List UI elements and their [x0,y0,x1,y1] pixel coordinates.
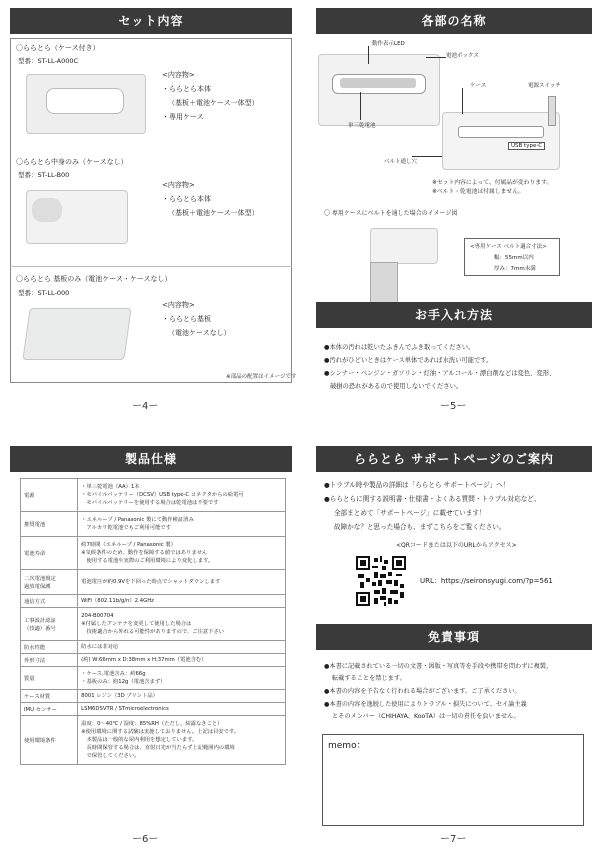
p6-spec-table [20,478,286,765]
p4-item1-content-line: （基板＋電池ケース一体型） [168,99,259,107]
p7-support-url[interactable]: URL：https://seironsyugi.com/?p=561 [420,577,553,585]
spec-key [21,512,78,537]
p7-header: ららとら サポートページのご案内 [316,446,592,472]
spec-value-line: ※付属したアンテナを変更して使用した場合は [81,621,192,627]
p4-item1-content-line: ・専用ケース [162,113,204,121]
spec-row [21,595,286,608]
p5-label-belt-hole: ベルト通し穴 [384,159,418,165]
p7-page-number: ー7ー [440,834,467,845]
p5-note: ※ベルト・乾電池は付属しません。 [432,189,525,195]
p5-power-switch [548,96,556,126]
spec-value-line: 技術適合から外れる可能性がありますので、ご注意下さい [81,629,225,635]
p5-care-line: 破損の恐れがあるので使用しないでください。 [330,383,463,390]
p5-belt-photo [370,228,438,264]
spec-value-line: ・ケース,電池含み：約66g [81,671,146,677]
spec-key [21,537,78,570]
spec-value [78,667,286,690]
spec-value-line: ※気候条件のため、動作を保障する値ではありません [81,550,208,556]
spec-key-line: 防水性能 [24,645,46,651]
p7-disclaimer-line: 転載することを禁じます。 [332,675,406,682]
p5-care-header: お手入れ方法 [316,302,592,328]
spec-key [21,641,78,654]
p5-case-slot [458,126,544,138]
p5-header: 各部の名称 [316,8,592,34]
p5-belt-width: 幅：55mm以内 [494,255,534,261]
spec-row [21,716,286,765]
spec-value [78,479,286,512]
spec-key [21,716,78,765]
p6-page-number: ー6ー [132,834,159,845]
p5-case-photo [442,112,560,170]
spec-key-line: 使用環境条件 [24,738,56,744]
spec-key-line: 推奨電池 [24,522,46,528]
spec-key-line: 二次電池規定 [24,576,56,582]
p4-item2-title: 〇ららとら中身のみ（ケースなし） [16,158,128,166]
spec-row [21,667,286,690]
spec-value-line: 204-B00704 [81,613,114,619]
p4-item2-content-line: （基板＋電池ケース一体型） [168,209,259,217]
spec-value-line: 約7時間（エネループ / Panasonic 製） [81,542,176,548]
p5-page-number: ー5ー [440,401,467,412]
p5-battery [340,78,416,88]
spec-key-line: 外形寸法 [24,658,46,664]
spec-value-line: モバイルバッテリーを使用する場合は乾電池は不要です [81,500,219,506]
spec-value-line: LSM6DSVTR / STmicroelectronics [81,706,169,712]
spec-value-line: ・エネループ / Panasonic 製にて動作検証済み [81,517,194,523]
spec-row [21,690,286,703]
spec-key-line: 電池寿命 [24,551,46,557]
p4-item1-content-line: ・ららとら本体 [162,85,211,93]
spec-value-line: 長時間保管する場合は、直射日光が当たらず上記範囲内の環境 [81,745,235,751]
p4-item3-content-line: ・ららとら基板 [162,315,211,323]
p7-disclaimer-line: とそのメンバー（CHIHAYA、KooTA）は一切の責任を負いません。 [332,713,520,720]
p6-header: 製品仕様 [10,446,292,472]
spec-value [78,690,286,703]
qr-code-icon[interactable] [356,556,406,606]
p5-leader-battery-box [426,57,446,58]
spec-key [21,690,78,703]
p5-label-battery-box: 電池ボックス [446,53,479,59]
spec-key-line: ケース材質 [24,694,51,700]
p5-belt-size-title: <専用ケース ベルト適合寸法> [470,244,547,250]
p4-item1-model: 型番：ST-LL-A000C [18,57,79,65]
spec-value-line: アルカリ乾電池でもご利用可能です [81,525,172,531]
spec-key-line: 電源 [24,493,35,499]
p7-qr-caption: <QRコードまたは以下のURLからアクセス> [396,542,517,549]
spec-key [21,570,78,595]
spec-value-line: WiFi（802.11b/g/n）2.4GHz [81,598,154,604]
spec-key-line: 過放電保護 [24,584,51,590]
p4-item2-contents-title: <内容物> [162,181,195,189]
spec-key [21,703,78,716]
p7-disclaimer-header: 免責事項 [316,624,592,650]
p4-header: セット内容 [10,8,292,34]
p4-item1-photo-window [46,88,124,114]
spec-row [21,641,286,654]
p7-support-line: ●ららとらに関する説明書・仕様書・よくある質問・トラブル対応など、 [324,495,541,503]
spec-value-line: 本製品は一般的な屋内利用を想定しています。 [81,737,198,743]
p5-leader-case [462,88,463,114]
p5-label-power-switch: 電源スイッチ [528,83,561,89]
p5-label-led: 動作表示LED [372,41,405,47]
p4-item2-content-line: ・ららとら本体 [162,195,211,203]
spec-row [21,654,286,667]
spec-row [21,703,286,716]
spec-row [21,512,286,537]
spec-key [21,654,78,667]
spec-value-line: で保管してください。 [81,753,140,759]
spec-value-line: ・モバイルバッテリー（DCSV）USB type-C コネクタからの給電可 [81,492,244,498]
p7-disclaimer-line: ●本書の内容を逸脱した使用によりトラブル・損失について、セイ論主義 [324,701,527,708]
p5-belt-caption: 〇 専用ケースにベルトを通した場合のイメージ図 [324,210,458,217]
spec-row [21,570,286,595]
p4-item3-contents-title: <内容物> [162,301,195,309]
spec-row [21,479,286,512]
p7-memo-label: memo： [328,741,366,751]
spec-key [21,479,78,512]
p5-belt-strap [370,262,398,304]
spec-key [21,595,78,608]
spec-value [78,608,286,641]
spec-key [21,667,78,690]
spec-value [78,654,286,667]
spec-value [78,512,286,537]
p5-care-line: ●本体の汚れは乾いたふきんでふき取ってください。 [324,344,475,351]
p7-disclaimer-line: ●本書の内容を予告なく行われる場合がございます。ご了承ください。 [324,688,521,695]
spec-key-line: 工事設計認証 [24,618,56,624]
spec-value-line: (約) W:66mm x D:38mm x H:37mm（電池含む） [81,657,207,663]
spec-value-line: 電池電圧が約0.9Vを下回った時点でシャットダウンします [81,579,221,585]
p4-item3-model: 型番：ST-LL-000 [18,289,70,297]
spec-value-line: ・単三乾電池（AA）1本 [81,484,140,490]
spec-value [78,570,286,595]
p7-support-line: ●トラブル時や製品の詳細は「ららとら サポートページ」へ！ [324,481,510,489]
p5-belt-thickness: 厚み：7mm未満 [494,266,536,272]
spec-value [78,595,286,608]
spec-value-line: ・基板のみ：約12g（電池含まず） [81,679,166,685]
spec-row [21,608,286,641]
p4-item2-model: 型番：ST-LL-B00 [18,171,70,179]
spec-value [78,703,286,716]
p5-label-case: ケース [470,83,487,89]
p4-item3-content-line: （電池ケースなし） [168,329,231,337]
spec-value-line: 温度：0～40℃ / 湿度：85%RH（ただし、結露なきこと） [81,721,223,727]
p5-label-usb: USB type-C [508,142,545,150]
p4-item3-board-photo [22,308,131,360]
p4-item3-title: 〇ららとら 基板のみ（電池ケース・ケースなし） [16,275,172,283]
spec-row [21,537,286,570]
spec-value [78,641,286,654]
spec-key-line: 質量 [24,676,35,682]
p5-care-line: ●汚れがひどいときはケース単体であれば水洗い可能です。 [324,357,493,364]
p4-page-number: ー4ー [132,401,159,412]
p7-disclaimer-line: ●本書に記載されている一切の文書・図版・写真等を手段や携帯を問わずに複製、 [324,663,553,670]
spec-value-line: 使用する電池や実際のご利用環境により変化します。 [81,558,214,564]
p5-leader-aa-battery [360,92,361,120]
spec-value-line: 8001 レジン（3D プリント品） [81,693,158,699]
spec-value [78,537,286,570]
p5-note: ※セット内容によって、付属品が変わります。 [432,180,553,186]
spec-key-line: （技適）番号 [24,626,56,632]
p4-item1-title: 〇ららとら（ケース付き） [16,44,100,52]
p4-item1-contents-title: <内容物> [162,71,195,79]
spec-value [78,716,286,765]
p5-leader-led [368,46,369,64]
p5-care-line: ●シンナー・ベンジン・ガソリン・灯油・アルコール・漂白剤などは変色、変形、 [324,370,556,377]
spec-value-line: 防水には非対応 [81,644,119,650]
spec-value-line: ※使用環境に関する試験は実施しておりません。上記は目安です。 [81,729,240,735]
spec-key-line: IMU センサー [24,707,57,713]
p7-support-line: 全部まとめて「サポートページ」に載せています！ [334,509,486,517]
p4-item2-photo-roll [32,198,62,222]
p4-divider [10,266,292,267]
spec-key [21,608,78,641]
p5-label-aa-battery: 単三乾電池 [348,123,376,129]
p5-leader-belt-hole [412,156,442,157]
p4-note: ※部品の配置はイメージです [226,374,297,380]
spec-key-line: 通信方式 [24,599,46,605]
p7-support-line: 故障かな？と思った場合も、まずこちらをご覧ください。 [334,523,506,531]
